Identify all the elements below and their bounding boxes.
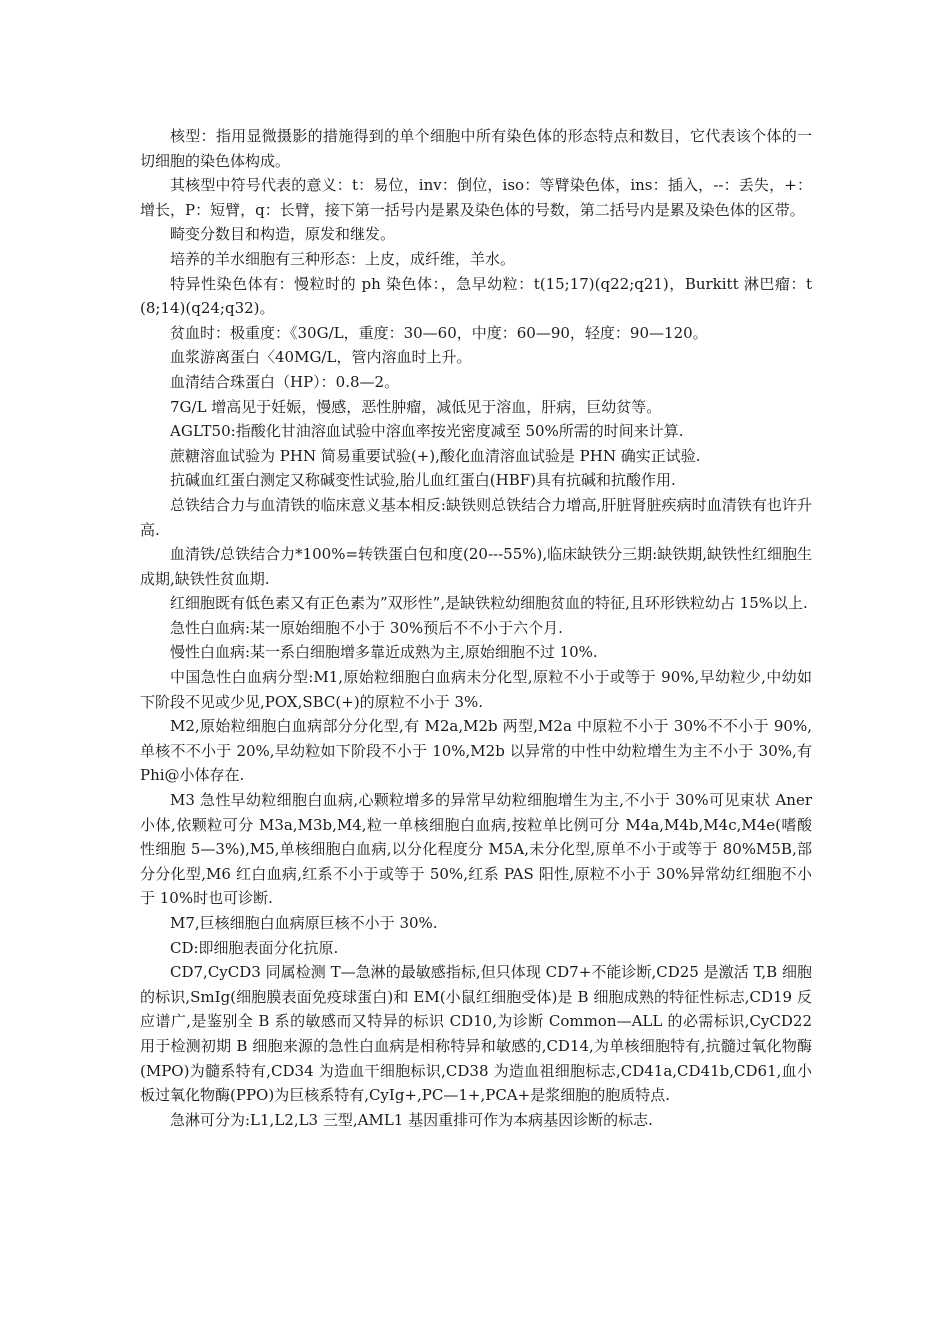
paragraph-aberration: 畸变分数目和构造，原发和继发。 xyxy=(170,225,396,244)
paragraph-alkali-resistant-hb: 抗碱血红蛋白测定又称碱变性试验,胎儿血红蛋白(HBF)具有抗碱和抗酸作用. xyxy=(170,471,676,490)
paragraph-karyotype-symbols: 其核型中符号代表的意义：t：易位，inv：倒位，iso：等臂染色体，ins：插入，--：丢失，+：增长，P：短臂，q：长臂，接下第一括号内是累及染色体的号数，第二括号内是累及染色体的区带。 xyxy=(140,176,812,219)
paragraph-m3-m6: M3 急性早幼粒细胞白血病,心颗粒增多的异常早幼粒细胞增生为主,不小于 30%可见束状 Aner 小体,依颗粒可分 M3a,M3b,M4,粒一单核细胞白血病,按粒单比例可分 M4a,M4b,M4c,M4e(嗜酸性细胞 5—3%),M5,单核细胞白血病,以分化程度分 M5A,未分化型,原单不小于或等于 80%M5B,部分分化型,M6 红白血病,红系不小于或等于 50%,红系 PAS 阳性,原粒不小于 30%异常幼红细胞不小于 10%时也可诊断. xyxy=(140,791,812,908)
paragraph-cd-markers: CD7,CyCD3 同属检测 T—急淋的最敏感指标,但只体现 CD7+不能诊断,CD25 是激活 T,B 细胞的标识,SmIg(细胞膜表面免疫球蛋白)和 EM(小鼠红细胞受体)是 B 细胞成熟的特征性标志,CD19 反应谱广,是鉴别全 B 系的敏感而又特异的标识 CD10,为诊断 Common—ALL 的必需标识,CyCD22 用于检测初期 B 细胞来源的急性白血病是相称特异和敏感的,CD14,为单核细胞特有,抗髓过氧化物酶(MPO)为髓系特有,CD34 为造血干细胞标识,CD38 为造血祖细胞标志,CD41a,CD41b,CD61,血小板过氧化物酶(PPO)为巨核系特有,CyIg+,PC—1+,PCA+是浆细胞的胞质特点. xyxy=(140,963,812,1105)
paragraph-m2: M2,原始粒细胞白血病部分分化型,有 M2a,M2b 两型,M2a 中原粒不小于 30%不不小于 90%,单核不不小于 20%,早幼粒如下阶段不小于 10%,M2b 以异常的中性中幼粒增生为主不小于 30%,有 Phi@小体存在. xyxy=(140,717,812,785)
document-body xyxy=(140,124,812,1132)
paragraph-transferrin-saturation: 血清铁/总铁结合力*100%=转铁蛋白包和度(20---55%),临床缺铁分三期:缺铁期,缺铁性红细胞生成期,缺铁性贫血期. xyxy=(140,545,812,588)
paragraph-all-types: 急淋可分为:L1,L2,L3 三型,AML1 基因重排可作为本病基因诊断的标志. xyxy=(170,1110,653,1129)
paragraph-amniotic-cells: 培养的羊水细胞有三种形态：上皮，成纤维，羊水。 xyxy=(170,249,516,268)
paragraph-tibc: 总铁结合力与血清铁的临床意义基本相反:缺铁则总铁结合力增高,肝脏肾脏疾病时血清铁有也许升高. xyxy=(140,495,812,539)
paragraph-sucrose-lysis: 蔗糖溶血试验为 PHN 简易重要试验(+),酸化血清溶血试验是 PHN 确实正试验. xyxy=(170,446,701,465)
paragraph-m1: 中国急性白血病分型:M1,原始粒细胞白血病未分化型,原粒不小于或等于 90%,早幼粒少,中幼如下阶段不见或少见,POX,SBC(+)的原粒不小于 3%. xyxy=(140,668,812,711)
paragraph-haptoglobin: 血清结合珠蛋白（HP）：0.8—2。 xyxy=(170,372,400,391)
paragraph-specific-chromosomes: 特异性染色体有：慢粒时的 ph 染色体：，急早幼粒：t(15;17)(q22;q21)，Burkitt 淋巴瘤：t(8;14)(q24;q32)。 xyxy=(140,274,812,318)
paragraph-acute-leukemia: 急性白血病:某一原始细胞不小于 30%预后不不小于六个月. xyxy=(170,618,563,637)
paragraph-aglt50: AGLT50:指酸化甘油溶血试验中溶血率按光密度减至 50%所需的时间来计算. xyxy=(170,422,684,441)
paragraph-anemia-grades: 贫血时：极重度：《30G/L，重度：30—60，中度：60—90，轻度：90—120。 xyxy=(170,323,708,342)
paragraph-chronic-leukemia: 慢性白血病:某一系白细胞增多靠近成熟为主,原始细胞不过 10%. xyxy=(170,643,598,662)
paragraph-karyotype: 核型：指用显微摄影的措施得到的单个细胞中所有染色体的形态特点和数目，它代表该个体的一切细胞的染色体构成。 xyxy=(140,127,812,170)
paragraph-dimorphic: 红细胞既有低色素又有正色素为”双形性”,是缺铁粒幼细胞贫血的特征,且环形铁粒幼占 15%以上. xyxy=(170,594,808,613)
paragraph-m7: M7,巨核细胞白血病原巨核不小于 30%. xyxy=(170,914,438,932)
paragraph-7gl: 7G/L 增高见于妊娠，慢感，恶性肿瘤，减低见于溶血，肝病，巨幼贫等。 xyxy=(170,397,662,416)
paragraph-plasma-free-hemoglobin: 血浆游离蛋白〈40MG/L，管内溶血时上升。 xyxy=(170,348,472,367)
paragraph-cd: CD:即细胞表面分化抗原. xyxy=(170,938,339,957)
